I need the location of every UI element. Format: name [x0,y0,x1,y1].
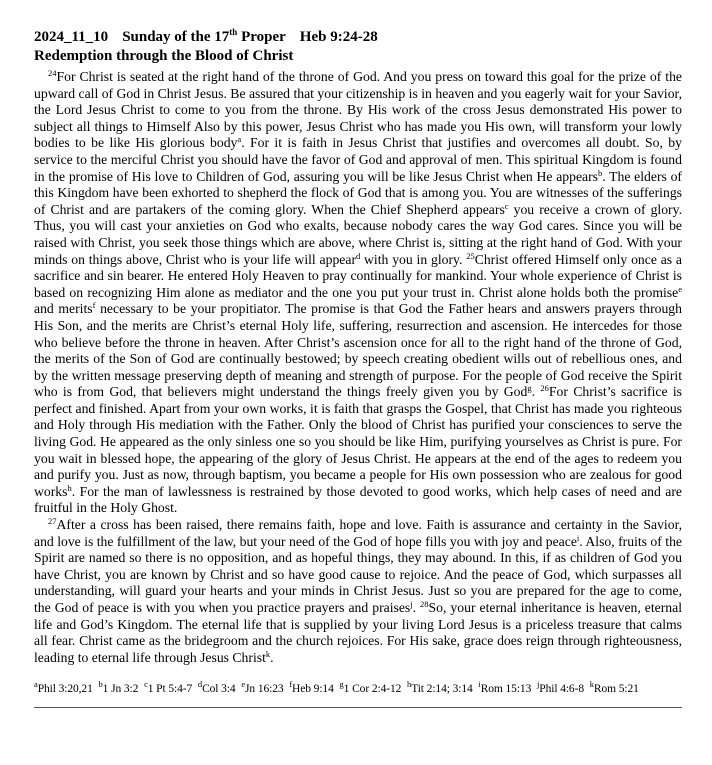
paragraph-1: $^{24}$For Christ is seated at the right hand of the throne of God. And you press on toward this goal for the prize of the upward call of God in Christ Jesus. Be assured that your citizenship is in heaven and you eagerly wait for your Savior, the Lord Jesus Christ to come to you from the throne. By His work of the cross Jesus demonstrated His power to subject all things to Himself Also by this power, Jesus Christ who has made you His own, will transform your lowly bodies to be like His glorious body$^a$. For it is faith in Jesus Christ that justifies and overcomes all doubt. So, by service to the merciful Christ you should have the favor of God and approval of men. This spiritual Kingdom is found in the promise of His love to Children of God, assuring you will be like Jesus Christ when He appears$^b$. The elders of this Kingdom have been exhorted to shepherd the flock of God that is among you. You are witnesses of the sufferings of Christ and are partakers of the coming glory. When the Chief Shepherd appears$^c$ you receive a crown of glory. Thus, you will cast your anxieties on God who exalts, because nobody cares the way God cares. Since you will be raised with Christ, you seek those things which are above, where Christ is, sitting at the right hand of God. With your minds on things above, Christ who is your life will appear$^d$ with you in glory. $^{25}$Christ offered Himself only once as a sacrifice and sin bearer. He entered Holy Heaven to pray continually for mankind. Your whole experience of Christ is based on recognizing Him alone as mediator and the one you put your trust in. Christ alone holds both the promise$^e$ and merits$^f$ necessary to be your propitiator. The promise is that God the Father hears and answers prayers through His Son, and the merits are Christ’s eternal Holy life, suffering, resurrection and ascension. He intercedes for those who believe before the throne in heaven. After Christ’s ascension once for all to the right hand of the throne of God, the merits of the Son of God are continually bestowed; by speech creating obedient wills out of rebellious ones, and by the written message preserving depth of meaning and strength of purpose. For the people of God receive the Spirit who is from God, that believers might understand the things freely given you by God$^g$. $^{26}$For Christ’s sacrifice is perfect and finished. Apart from your own works, it is faith that grasps the Gospel, that Christ has made you righteous and Holy through His mediation with the Father. Only the blood of Christ has purified your consciences to serve the living God. He appeared as the only sinless one so you should be like Him, purifying yourselves as Christ is pure. For you wait in blessed hope, the appearing of the glory of Jesus Christ. He appears at the end of the ages to redeem you and purify you. Just as now, through baptism, you became a people for His own possession who are zealous for good works$^h$. For the man of lawlessness is restrained by those devoted to good works, which help cases of need and are fruitful in the Holy Ghost. [34,68,683,516]
footnote-item: $^i$Rom 15:13 [478,679,532,696]
footnote-item: $^e$Jn 16:23 [241,679,284,696]
scripture-reference: Heb 9:24-28 [299,29,378,45]
footnote-item: $^b$1 Jn 3:2 [98,679,139,696]
footnote-mark: g [527,383,532,394]
footnote-item: $^a$Phil 3:20,21 [34,679,93,696]
footnote-item: $^d$Col 3:4 [197,679,236,696]
footnote-mark: e [678,283,682,294]
bottom-rule [34,707,682,708]
footnote-mark: h [67,482,72,493]
footnote-item: $^k$Rom 5:21 [589,679,639,696]
footnotes [34,679,682,697]
sermon-title: Redemption through the Blood of Christ [34,48,294,64]
sermon-body [34,69,682,666]
footnote-item: $^c$1 Pt 5:4-7 [144,679,193,696]
footnote-mark: b [598,167,603,178]
footnote-mark: i [576,532,580,543]
verse-number: 26 [540,383,549,394]
footnote-mark: d [356,250,361,261]
footnote-item: $^j$Phil 4:6-8 [537,679,584,696]
footnote-item: $^g$1 Cor 2:4-12 [339,679,402,696]
occasion: Sunday of the 17th Proper [122,27,286,45]
footnote-mark: j [410,599,413,609]
footnote-mark: a [237,134,242,145]
sermon-date: 2024_11_10 [34,29,109,45]
footnote-item: $^h$Tit 2:14; 3:14 [407,679,473,696]
footnote-mark: c [504,200,509,211]
footnote-mark: k [265,648,271,659]
verse-number: 24 [48,68,57,78]
verse-number: 28 [420,599,429,609]
verse-number: 27 [48,516,57,527]
paragraph-2: $^{27}$After a cross has been raised, there remains faith, hope and love. Faith is assurance and certainty in the Savior, and love is the fulfillment of the law, but your need of the God of hope fills you with joy and peace$^i$. Also, fruits of the Spirit are named so there is no opposition, and as hopeful things, they may abound. In this, if as children of God you have Christ, you are known by Christ and so have good cause to rejoice. And the peace of God, which surpasses all understanding, will guard your hearts and your minds in Christ Jesus. Just so you are prepared for the age to come, the God of peace is with you when you practice prayers and praises$^j$. $^{28}$So, your eternal inheritance is heaven, eternal life and God’s Kingdom. The eternal life that is supplied by your living Lord Jesus is a priceless treasure that calms all fear. Christ came as the bridegroom and the church rejoices. For His sake, grace does reign through righteousness, leading to eternal life through Jesus Christ$^k$. [34,516,683,665]
footnote-item: $^f$Heb 9:14 [289,679,334,696]
document-page [34,28,682,708]
verse-number: 25 [466,250,475,261]
header-line [34,28,682,47]
footnote-mark: f [92,300,96,311]
